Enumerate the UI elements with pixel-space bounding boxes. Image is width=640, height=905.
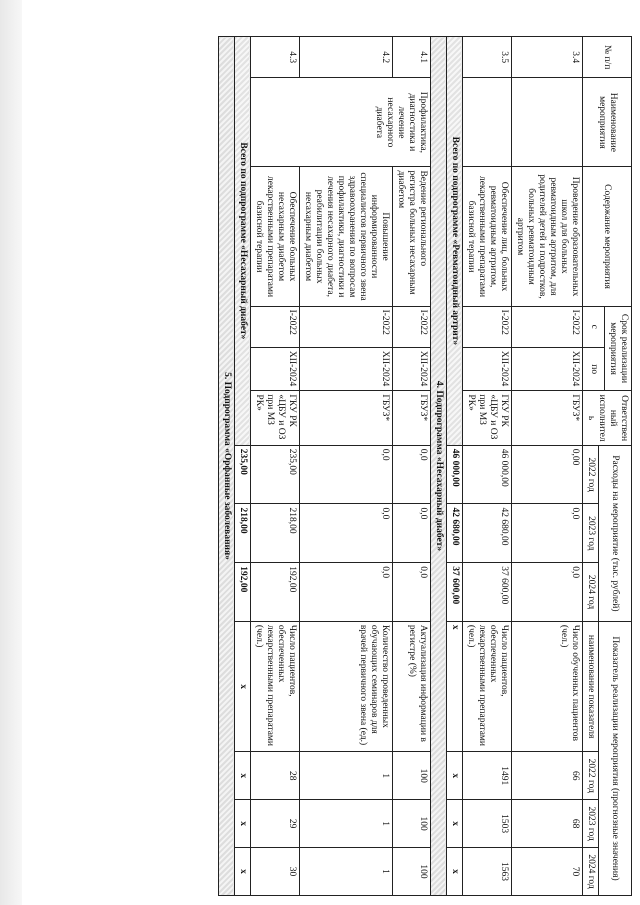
- row-cost-2023: 0,0: [393, 504, 431, 563]
- total-x: х: [447, 752, 463, 800]
- total-cost-2024: 192,00: [235, 563, 251, 622]
- row-to: XII-2024: [463, 347, 512, 391]
- row-val-2024: 1563: [463, 848, 512, 896]
- row-from: I-2022: [393, 306, 431, 347]
- total-cost-2023: 42 680,00: [447, 504, 463, 563]
- row-ind-name: Количество проведенных обучающих семинаров для врачей первичного звена (ед.): [300, 621, 393, 751]
- row-from: I-2022: [300, 306, 393, 347]
- row-cost-2024: 37 600,00: [463, 563, 512, 622]
- row-executor: ГКУ РК «ЦБУ и ОЗ при МЗ РК»: [251, 391, 300, 445]
- row-executor: ГКУ РК «ЦБУ и ОЗ при МЗ РК»: [463, 391, 512, 445]
- total-label: Всего по подпрограмме «Ревматоидный артрит»: [447, 37, 463, 446]
- row-content: Повышение информированности специалистов первичного звена здравоохранения по вопросам профилактики, диагностики и лечения несахарного диабета, реабилитации больных несахарным диабетом: [300, 167, 393, 306]
- section-title: 4. Подпрограмма «Несахарный диабет»: [431, 37, 447, 896]
- row-cost-2024: 0,0: [393, 563, 431, 622]
- total-row-insipidus: [235, 37, 251, 896]
- row-from: I-2022: [463, 306, 512, 347]
- col-executor: Ответственный исполнитель: [583, 391, 632, 445]
- col-val-2023: 2023 год: [583, 800, 599, 848]
- row-num: 4.1: [393, 37, 431, 78]
- section-row-4: [431, 37, 447, 896]
- total-x: х: [235, 621, 251, 751]
- row-val-2023: 1503: [463, 800, 512, 848]
- col-cost-2022: 2022 год: [583, 445, 599, 504]
- total-row-rheumatoid: [447, 37, 463, 896]
- row-cost-2023: 0,0: [512, 504, 583, 563]
- row-val-2022: 28: [251, 752, 300, 800]
- col-indicator: Показатель реализации мероприятия (прогнозные значения): [599, 621, 632, 895]
- row-val-2022: 1491: [463, 752, 512, 800]
- table-row: [512, 37, 583, 896]
- total-x: х: [235, 848, 251, 896]
- row-name: Профилактика, диагностика и лечение несахарного диабета: [251, 78, 431, 167]
- row-cost-2024: 0,0: [300, 563, 393, 622]
- row-content: Ведение регионального регистра больных несахарным диабетом: [393, 167, 431, 306]
- row-cost-2023: 218,00: [251, 504, 300, 563]
- col-num: № п/п: [583, 37, 632, 78]
- row-executor: ГБУЗ*: [393, 391, 431, 445]
- row-name: [512, 78, 583, 167]
- total-x: х: [235, 752, 251, 800]
- row-num: 3.4: [512, 37, 583, 78]
- col-period-from: с: [583, 306, 605, 347]
- table-row: [393, 37, 431, 896]
- measures-table: [218, 36, 632, 896]
- row-ind-name: Актуализация информации в регистре (%): [393, 621, 431, 751]
- row-val-2023: 100: [393, 800, 431, 848]
- total-x: х: [235, 800, 251, 848]
- row-val-2023: 68: [512, 800, 583, 848]
- col-period-to: по: [583, 347, 605, 391]
- row-ind-name: Число обученных пациентов (чел.): [512, 621, 583, 751]
- row-cost-2023: 42 680,00: [463, 504, 512, 563]
- row-cost-2023: 0,0: [300, 504, 393, 563]
- section-title: 5. Подпрограмма «Орфанные заболевания»: [219, 37, 235, 896]
- row-num: 4.2: [300, 37, 393, 78]
- col-cost-2024: 2024 год: [583, 563, 599, 622]
- row-to: XII-2024: [393, 347, 431, 391]
- row-to: XII-2024: [512, 347, 583, 391]
- row-cost-2022: 0,0: [393, 445, 431, 504]
- row-val-2024: 1: [300, 848, 393, 896]
- row-val-2022: 66: [512, 752, 583, 800]
- row-val-2022: 100: [393, 752, 431, 800]
- rotated-document-page: [72, 36, 632, 896]
- row-executor: ГБУЗ*: [300, 391, 393, 445]
- total-x: х: [447, 621, 463, 751]
- row-val-2024: 30: [251, 848, 300, 896]
- total-label: Всего по подпрограмме «Несахарный диабет»: [235, 37, 251, 446]
- row-val-2023: 1: [300, 800, 393, 848]
- total-x: х: [447, 848, 463, 896]
- total-cost-2023: 218,00: [235, 504, 251, 563]
- row-executor: ГБУЗ*: [512, 391, 583, 445]
- row-cost-2022: 0,0: [300, 445, 393, 504]
- total-cost-2022: 46 000,00: [447, 445, 463, 504]
- row-from: I-2022: [251, 306, 300, 347]
- scan-margin: [0, 0, 22, 905]
- row-content: Проведение образовательных школ для больных ревматоидным артритом, для родителей детей и подростков, больных ревматоидным артритом: [512, 167, 583, 306]
- row-content: Обеспечение лиц, больных ревматоидным артритом, лекарственными препаратами базисной терапии: [463, 167, 512, 306]
- col-period: Срок реализации мероприятия: [605, 306, 632, 391]
- row-content: Обеспечение больных несахарным диабетом лекарственными препаратами базисной терапии: [251, 167, 300, 306]
- col-costs: Расходы на мероприятие (тыс. рублей): [599, 445, 632, 621]
- col-name: Наименование мероприятия: [583, 78, 632, 167]
- row-cost-2022: 46 000,00: [463, 445, 512, 504]
- row-to: XII-2024: [251, 347, 300, 391]
- col-val-2022: 2022 год: [583, 752, 599, 800]
- header-row: [605, 37, 632, 896]
- row-ind-name: Число пациентов, обеспеченных лекарственными препаратами (чел.): [251, 621, 300, 751]
- row-cost-2022: 235,00: [251, 445, 300, 504]
- row-cost-2022: 0,00: [512, 445, 583, 504]
- row-val-2024: 70: [512, 848, 583, 896]
- row-cost-2024: 0,0: [512, 563, 583, 622]
- row-val-2024: 100: [393, 848, 431, 896]
- col-val-2024: 2024 год: [583, 848, 599, 896]
- table-row: [463, 37, 512, 896]
- row-ind-name: Число пациентов, обеспеченных лекарственными препаратами (чел.): [463, 621, 512, 751]
- col-cost-2023: 2023 год: [583, 504, 599, 563]
- row-val-2022: 1: [300, 752, 393, 800]
- row-val-2023: 29: [251, 800, 300, 848]
- total-cost-2022: 235,00: [235, 445, 251, 504]
- row-to: XII-2024: [300, 347, 393, 391]
- row-cost-2024: 192,00: [251, 563, 300, 622]
- col-ind-name: наименование показателя: [583, 621, 599, 751]
- row-from: I-2022: [512, 306, 583, 347]
- row-num: 3.5: [463, 37, 512, 78]
- section-row-5: [219, 37, 235, 896]
- row-num: 4.3: [251, 37, 300, 78]
- row-name: [463, 78, 512, 167]
- col-content: Содержание мероприятия: [583, 167, 632, 306]
- total-cost-2024: 37 600,00: [447, 563, 463, 622]
- total-x: х: [447, 800, 463, 848]
